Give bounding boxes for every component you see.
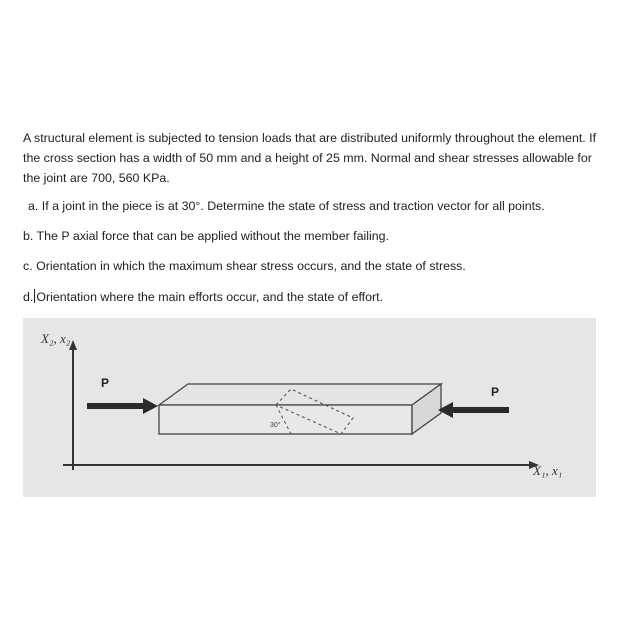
question-c: c. Orientation in which the maximum shear stress occurs, and the state of stress. [23,259,466,273]
question-a: a. If a joint in the piece is at 30°. Determine the state of stress and traction vector for all points. [28,199,545,213]
joint-angle-label: 30° [270,422,281,429]
x-axis-label: X₁, x₁ [533,463,563,478]
right-force-label: P [491,385,500,399]
bar-top-face [159,384,441,405]
question-b: b. The P axial force that can be applied without the member failing. [23,229,389,243]
left-force-label: P [101,376,110,390]
question-d-prefix: d. [23,290,34,304]
y-axis-label: X₂, x₂ [41,331,71,346]
member-diagram [23,318,596,497]
question-d [23,289,383,304]
problem-statement: A structural element is subjected to tension loads that are distributed uniformly throughout the element. If the cross section has a width of 50 mm and a height of 25 mm. Normal and shear stresses allowable for the joint are 700, 560 KPa. [23,131,597,185]
question-d-text: Orientation where the main efforts occur, and the state of effort. [36,290,384,304]
left-force-arrowhead [143,398,158,414]
diagram-canvas [23,318,596,497]
bar-front-face [159,405,412,434]
